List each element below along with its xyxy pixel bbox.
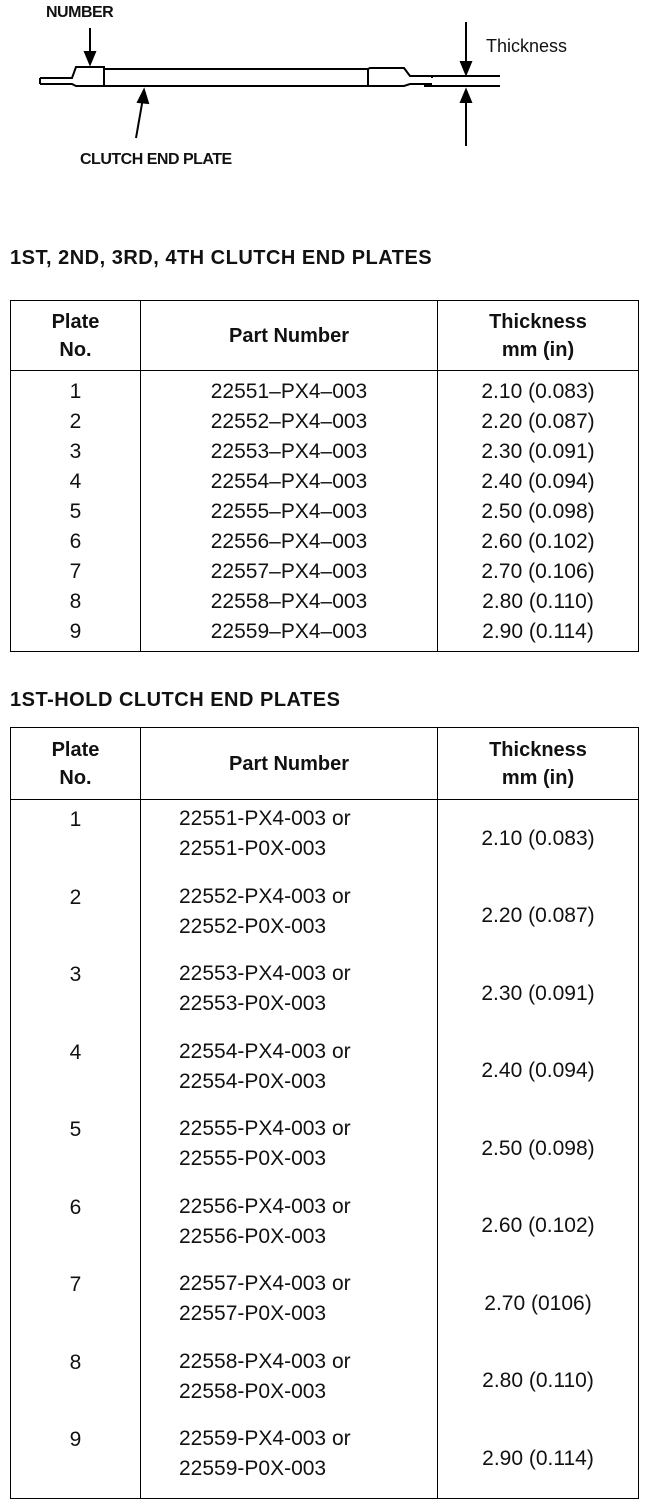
thickness: 2.30 (0.091)	[481, 981, 595, 1005]
plate-no: 5	[11, 497, 141, 527]
header-plate-line1: Plate	[51, 738, 100, 761]
header-thickness-line2: mm (in)	[501, 766, 575, 789]
header-plate-line1: Plate	[51, 310, 100, 333]
plate-no: 6	[11, 527, 141, 557]
part-number: 22559–PX4–003	[141, 617, 438, 652]
table-row	[11, 497, 639, 527]
plate-no: 7	[11, 1265, 141, 1343]
plate-no: 5	[11, 1110, 141, 1188]
plate-no: 8	[11, 587, 141, 617]
plate-no: 6	[11, 1188, 141, 1266]
part-number	[141, 878, 438, 956]
table-row	[11, 1110, 639, 1188]
plate-no: 9	[11, 1420, 141, 1498]
table1	[10, 300, 639, 652]
header-thickness-line1: Thickness	[489, 738, 587, 761]
thickness-label: Thickness	[486, 36, 568, 56]
part-number-line1: 22558-PX4-003 or	[179, 1349, 351, 1373]
thickness: 2.40 (0.094)	[481, 470, 595, 493]
part-number	[141, 1033, 438, 1111]
part-number-line2: 22553-P0X-003	[179, 992, 327, 1015]
thickness: 2.20 (0.087)	[481, 410, 595, 433]
part-number-line2: 22557-P0X-003	[179, 1302, 327, 1325]
part-number-line2: 22559-P0X-003	[179, 1457, 327, 1480]
part-number: 22557–PX4–003	[141, 557, 438, 587]
table-row	[11, 437, 639, 467]
table-row	[11, 1420, 639, 1498]
thickness: 2.20 (0.087)	[481, 904, 595, 928]
table-row	[11, 800, 639, 878]
header-plate-line2: No.	[59, 338, 92, 361]
table2-header-part: Part Number	[141, 728, 438, 800]
table2-header-plate	[11, 728, 141, 800]
part-number	[141, 800, 438, 878]
part-number-line2: 22551-P0X-003	[179, 837, 327, 860]
table-row	[11, 955, 639, 1033]
part-number: 22555–PX4–003	[141, 497, 438, 527]
plate-no: 1	[11, 800, 141, 878]
plate-no: 4	[11, 1033, 141, 1111]
plate-no: 3	[11, 437, 141, 467]
part-number: 22558–PX4–003	[141, 587, 438, 617]
table1-header-row	[11, 301, 639, 371]
table1-title: 1ST, 2ND, 3RD, 4TH CLUTCH END PLATES	[10, 247, 433, 269]
part-number-line1: 22554-PX4-003 or	[179, 1039, 351, 1063]
thickness: 2.80 (0.110)	[482, 590, 594, 613]
table-row	[11, 878, 639, 956]
part-number	[141, 1265, 438, 1343]
table-row	[11, 1343, 639, 1421]
table2-header-row	[11, 728, 639, 800]
table-row	[11, 1188, 639, 1266]
plate-no: 1	[11, 371, 141, 408]
part-number-line2: 22558-P0X-003	[179, 1379, 327, 1403]
table-row	[11, 617, 639, 652]
plate-no: 8	[11, 1343, 141, 1421]
plate-no: 7	[11, 557, 141, 587]
plate-no: 3	[11, 955, 141, 1033]
part-number-line1: 22553-PX4-003 or	[179, 962, 351, 985]
clutch-end-plate-drawing	[0, 0, 656, 200]
table1-header-thickness	[438, 301, 639, 371]
part-number-line2: 22555-P0X-003	[179, 1147, 327, 1170]
clutch-end-plate-diagram	[0, 0, 656, 200]
part-number	[141, 1188, 438, 1266]
thickness: 2.30 (0.091)	[481, 440, 595, 463]
thickness: 2.50 (0.098)	[481, 1136, 595, 1160]
part-number-line1: 22559-PX4-003 or	[179, 1427, 351, 1450]
part-number	[141, 955, 438, 1033]
thickness: 2.90 (0.114)	[482, 620, 594, 643]
table1-header-part: Part Number	[141, 301, 438, 371]
header-plate-line2: No.	[59, 766, 92, 789]
table-row	[11, 467, 639, 497]
header-thickness-line2: mm (in)	[501, 338, 575, 361]
part-number-line1: 22551-PX4-003 or	[179, 807, 351, 830]
table-row	[11, 557, 639, 587]
part-number-line1: 22555-PX4-003 or	[179, 1117, 351, 1140]
part-number	[141, 1420, 438, 1498]
header-thickness-line1: Thickness	[489, 310, 587, 333]
clutch-end-plate-label: CLUTCH END PLATE	[80, 151, 232, 168]
part-number-line2: 22556-P0X-003	[179, 1224, 327, 1248]
table-row	[11, 1265, 639, 1343]
thickness: 2.10 (0.083)	[481, 380, 595, 403]
plate-no: 4	[11, 467, 141, 497]
thickness: 2.10 (0.083)	[481, 826, 595, 850]
part-number-line2: 22552-P0X-003	[179, 914, 327, 938]
part-number: 22553–PX4–003	[141, 437, 438, 467]
plate-no: 2	[11, 878, 141, 956]
part-number: 22551–PX4–003	[141, 371, 438, 408]
thickness: 2.70 (0.106)	[481, 560, 595, 583]
table-row	[11, 587, 639, 617]
thickness: 2.40 (0.094)	[481, 1059, 595, 1083]
table-row	[11, 527, 639, 557]
number-label: NUMBER	[46, 4, 114, 21]
part-number-line2: 22554-P0X-003	[179, 1069, 327, 1093]
table-row	[11, 371, 639, 408]
plate-no: 2	[11, 407, 141, 437]
part-number-line1: 22552-PX4-003 or	[179, 884, 351, 908]
part-number	[141, 1110, 438, 1188]
thickness: 2.60 (0.102)	[481, 1214, 595, 1238]
table-row	[11, 407, 639, 437]
table-row	[11, 1033, 639, 1111]
part-number	[141, 1343, 438, 1421]
thickness: 2.70 (0106)	[484, 1291, 592, 1315]
thickness: 2.80 (0.110)	[482, 1369, 594, 1393]
part-number: 22552–PX4–003	[141, 407, 438, 437]
thickness: 2.50 (0.098)	[481, 500, 595, 523]
part-number-line1: 22557-PX4-003 or	[179, 1272, 351, 1295]
table1-header-plate	[11, 301, 141, 371]
part-number: 22554–PX4–003	[141, 467, 438, 497]
table2-header-thickness	[438, 728, 639, 800]
plate-no: 9	[11, 617, 141, 652]
table2	[10, 727, 639, 1499]
thickness: 2.90 (0.114)	[482, 1446, 594, 1470]
table2-title: 1ST-HOLD CLUTCH END PLATES	[10, 689, 341, 711]
part-number-line1: 22556-PX4-003 or	[179, 1194, 351, 1218]
thickness: 2.60 (0.102)	[481, 530, 595, 553]
part-number: 22556–PX4–003	[141, 527, 438, 557]
